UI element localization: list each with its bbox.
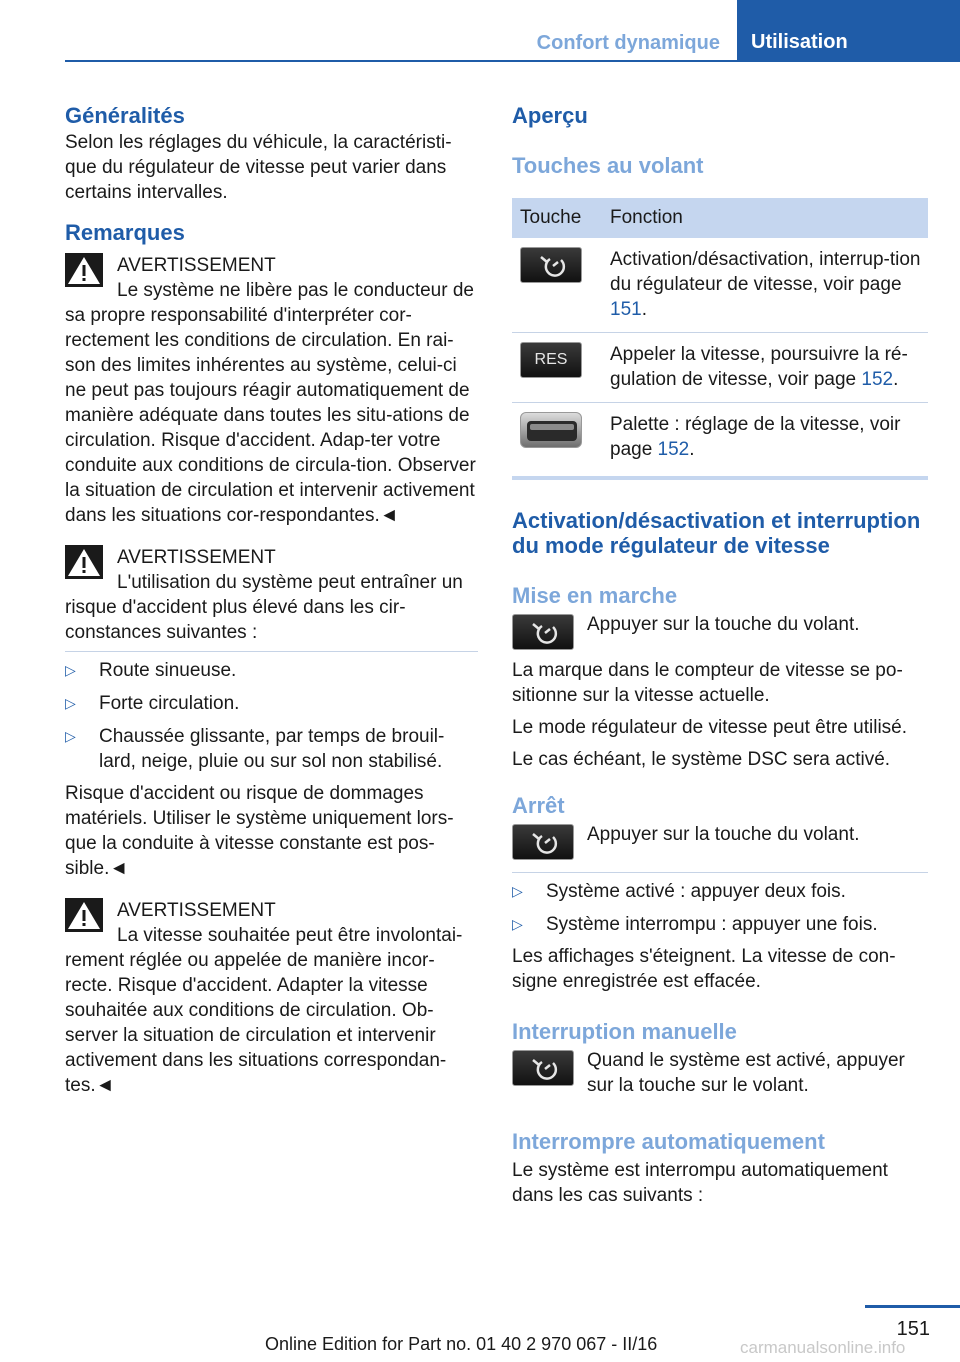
list-item: ▷ Système activé : appuyer deux fois. [512, 881, 846, 902]
warning-block-3 [65, 898, 478, 1098]
watermark: carmanualsonline.info [740, 1338, 906, 1357]
list-item: ▷ Chaussée glissante, par temps de brouil-lard, neige, pluie ou sur sol non stabilisé. [65, 726, 445, 772]
triangle-bullet-icon: ▷ [512, 883, 523, 899]
arret-list [512, 879, 928, 937]
list-item: ▷ Route sinueuse. [65, 660, 237, 681]
left-column [65, 102, 478, 1098]
warning-block-2 [65, 545, 478, 881]
mise-p1: La marque dans le compteur de vitesse se po-sitionne sur la vitesse actuelle. [512, 660, 903, 706]
triangle-bullet-icon: ▷ [65, 728, 76, 744]
header-rule [65, 60, 960, 62]
page-link[interactable]: 152 [861, 369, 894, 390]
cruise-control-key-icon [512, 1050, 574, 1086]
table-row: Palette : réglage de la vitesse, voir page 152. [512, 403, 928, 473]
list-item: ▷ Système interrompu : appuyer une fois. [512, 914, 878, 935]
cruise-control-key-icon [520, 247, 582, 283]
rocker-switch-icon [520, 412, 582, 448]
page-number: 151 [896, 1318, 930, 1340]
arret-text: Les affichages s'éteignent. La vitesse de con-signe enregistrée est effacée. [512, 946, 896, 992]
triangle-bullet-icon: ▷ [512, 916, 523, 932]
header-section: Confort dynamique [536, 32, 720, 54]
triangle-bullet-icon: ▷ [65, 662, 76, 678]
manuelle-key-row [512, 1048, 928, 1098]
warning-triangle-icon [65, 253, 103, 287]
list-item: ▷ Forte circulation. [65, 693, 240, 714]
warning-triangle-icon [65, 545, 103, 579]
mise-p2: Le mode régulateur de vitesse peut être utilisé. [512, 717, 908, 738]
cruise-control-key-icon [512, 824, 574, 860]
warning-triangle-icon [65, 898, 103, 932]
right-column [512, 102, 928, 1208]
table-row: Activation/désactivation, interrup-tion du régulateur de vitesse, voir page 151. [512, 238, 928, 333]
arret-key-text: Appuyer sur la touche du volant. [587, 824, 860, 845]
arret-key-row [512, 822, 928, 868]
heading-touches: Touches au volant [512, 153, 704, 178]
heading-apercu: Aperçu [512, 103, 588, 128]
res-key-icon: RES [520, 342, 582, 378]
table-bottom-rule [512, 476, 928, 480]
divider [65, 651, 478, 652]
footer-rule [865, 1305, 960, 1308]
mise-key-row [512, 612, 928, 658]
warning-1-title: AVERTISSEMENT [117, 255, 276, 276]
triangle-bullet-icon: ▷ [65, 695, 76, 711]
heading-interruption-manuelle: Interruption manuelle [512, 1019, 737, 1044]
heading-activation: Activation/désactivation et interruption du mode régulateur de vitesse [512, 508, 921, 558]
table-row: RES Appeler la vitesse, poursuivre la ré-gulation de vitesse, voir page 152. [512, 333, 928, 403]
header-chapter: Utilisation [737, 0, 960, 60]
auto-text: Le système est interrompu automatiquement dans les cas suivants : [512, 1160, 888, 1206]
table-header-row [512, 198, 928, 238]
edition-note: Online Edition for Part no. 01 40 2 970 067 - II/16 [265, 1334, 658, 1354]
page-link[interactable]: 152 [657, 439, 690, 460]
heading-mise-en-marche: Mise en marche [512, 583, 678, 608]
heading-interrompre-auto: Interrompre automatiquement [512, 1129, 825, 1154]
warning-2-text: L'utilisation du système peut entraîner un risque d'accident plus élevé dans les cir-constances suivantes : [65, 572, 463, 643]
page-link[interactable]: 151 [610, 299, 642, 320]
heading-arret: Arrêt [512, 793, 565, 818]
warning-block-1 [65, 253, 478, 528]
heading-generalites: Généralités [65, 103, 185, 128]
mise-p3: Le cas échéant, le système DSC sera activé. [512, 749, 891, 770]
manuelle-key-text: Quand le système est activé, appuyer sur la touche sur le volant. [587, 1050, 905, 1096]
mise-key-text: Appuyer sur la touche du volant. [587, 614, 860, 635]
warning-1-text: Le système ne libère pas le conducteur de sa propre responsabilité d'interpréter cor-rectement les conditions de circulation. En rai-son des limites inhérentes au système, celui-ci ne peut pas toujours réagir automatiquement de manière adéquate dans toutes les situ-ations de circulation. Risque d'accident. Adap-ter votre conduite aux conditions de circula-tion. Observer la situation de circulation et intervenir activement dans les situations cor-respondantes.◄ [65, 280, 476, 526]
page-header [0, 0, 960, 62]
cruise-control-key-icon [512, 614, 574, 650]
warning-2-title: AVERTISSEMENT [117, 547, 276, 568]
keys-table [512, 198, 928, 472]
col-fonction: Fonction [602, 198, 928, 238]
divider [512, 872, 928, 873]
warning-2-list [65, 658, 478, 774]
col-touche: Touche [512, 198, 602, 238]
heading-remarques: Remarques [65, 220, 185, 245]
warning-2-after: Risque d'accident ou risque de dommages matériels. Utiliser le système uniquement lors-que la conduite à vitesse constante est pos-sible.◄ [65, 783, 454, 879]
generalites-text: Selon les réglages du véhicule, la caractéristi-que du régulateur de vitesse peut varier dans certains intervalles. [65, 132, 452, 203]
warning-3-title: AVERTISSEMENT [117, 900, 276, 921]
warning-3-text: La vitesse souhaitée peut être involontai-rement réglée ou appelée de manière incor-recte. Risque d'accident. Adapter la vitesse souhaitée aux conditions de circulation. Ob-server la situation de circulation et intervenir activement dans les situations correspondan-tes.◄ [65, 925, 463, 1096]
